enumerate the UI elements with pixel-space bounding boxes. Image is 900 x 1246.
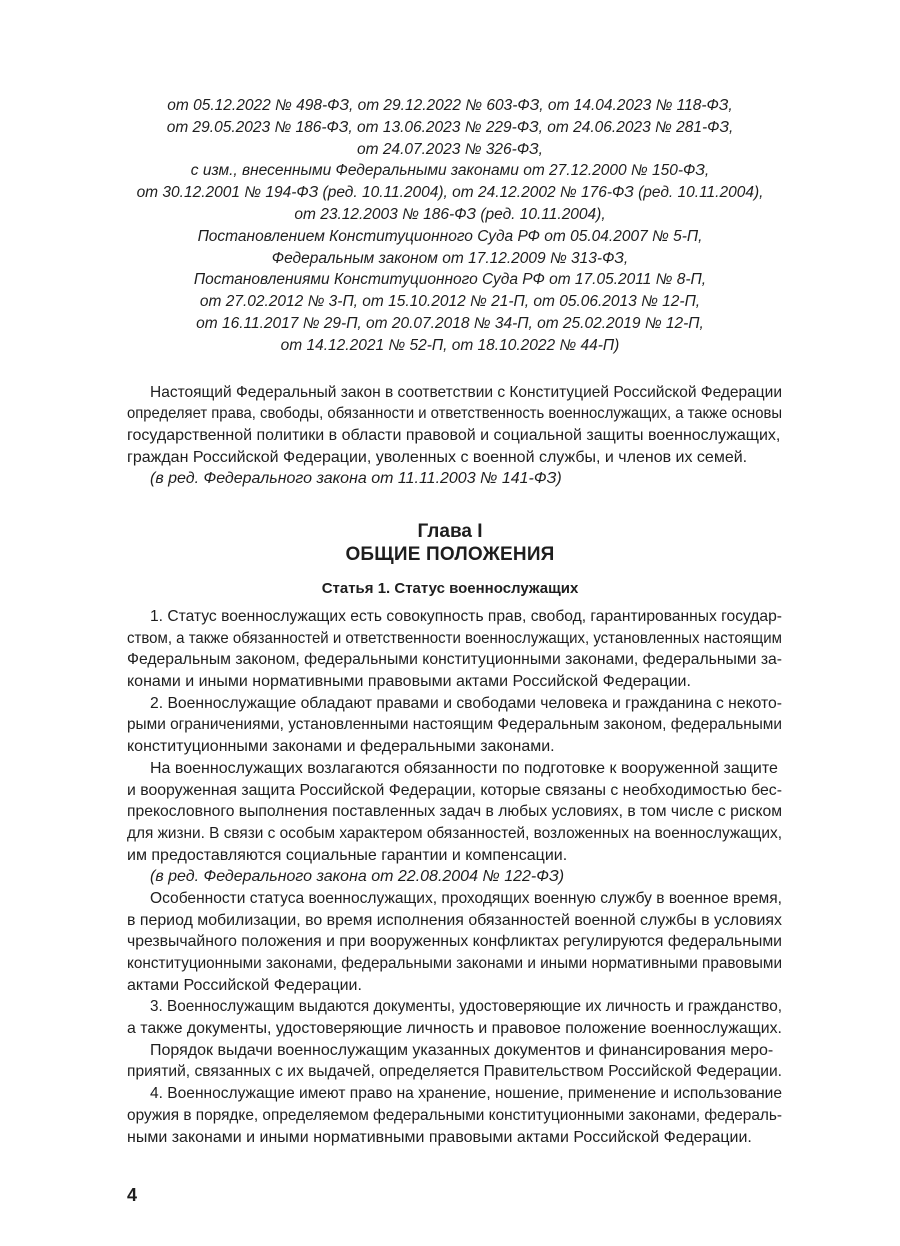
preamble-text: Настоящий Федеральный закон в соответствии с Конституцией Российской Федерации xyxy=(150,383,783,401)
preamble-line xyxy=(127,382,782,404)
paragraph-text: и вооруженная защита Российской Федерации, которые связаны с необходимостью бес- xyxy=(127,781,782,799)
chapter-title: ОБЩИЕ ПОЛОЖЕНИЯ xyxy=(345,544,555,565)
paragraph-line xyxy=(127,888,782,910)
paragraph-line xyxy=(127,1040,782,1062)
paragraph-line xyxy=(127,758,782,780)
paragraph-line xyxy=(127,823,782,845)
amendment-text: от 29.05.2023 № 186-ФЗ, от 13.06.2023 № 229-ФЗ, от 24.06.2023 № 281-ФЗ, xyxy=(166,118,734,136)
amendment-note-text: (в ред. Федерального закона от 11.11.2003 № 141-ФЗ) xyxy=(150,470,562,488)
paragraph-text: актами Российской Федерации. xyxy=(127,976,362,994)
paragraph-line xyxy=(127,953,782,975)
amendment-text: от 16.11.2017 № 29-П, от 20.07.2018 № 34-П, от 25.02.2019 № 12-П, xyxy=(196,314,704,332)
amendment-text: от 24.07.2023 № 326-ФЗ, xyxy=(357,140,543,158)
paragraph-text: приятий, связанных с их выдачей, определяется Правительством Российской Федерации. xyxy=(127,1063,782,1081)
paragraph-line xyxy=(127,693,782,715)
paragraph-line xyxy=(127,671,782,693)
amendment-line xyxy=(110,117,790,139)
paragraph-text: конами и иными нормативными правовыми актами Российской Федерации. xyxy=(127,673,691,691)
amendment-note-text: (в ред. Федерального закона от 22.08.2004 № 122-ФЗ) xyxy=(150,868,565,886)
paragraph-line xyxy=(127,931,782,953)
paragraph-line xyxy=(127,714,782,736)
paragraph-line xyxy=(127,1018,782,1040)
paragraph-text: им предоставляются социальные гарантии и компенсации. xyxy=(127,846,568,864)
amendment-text: от 14.12.2021 № 52-П, от 18.10.2022 № 44-П) xyxy=(280,336,620,354)
amendment-text: с изм., внесенными Федеральными законами от 27.12.2000 № 150-ФЗ, xyxy=(190,162,710,180)
amendment-text: от 27.02.2012 № 3-П, от 15.10.2012 № 21-П, от 05.06.2013 № 12-П, xyxy=(199,293,701,311)
page-number: 4 xyxy=(127,1185,138,1206)
paragraph-text: конституционными законами, федеральными законами и иными нормативными правовыми xyxy=(127,955,782,972)
paragraph-text: 2. Военнослужащие обладают правами и свободами человека и гражданина с некото- xyxy=(150,694,782,712)
paragraph-line xyxy=(127,1105,782,1127)
amendment-line xyxy=(110,313,790,335)
paragraph-text: в период мобилизации, во время исполнения обязанностей военной службы в условиях xyxy=(127,911,782,929)
amendment-note xyxy=(127,866,782,888)
amendment-line xyxy=(110,226,790,248)
paragraph-text: ством, а также обязанностей и ответственности военнослужащих, установленных настоящим xyxy=(127,629,782,647)
paragraph-text: чрезвычайного положения и при вооруженных конфликтах регулируются федеральными xyxy=(127,933,782,951)
paragraph-text: Особенности статуса военнослужащих, проходящих военную службу в военное время, xyxy=(150,889,782,907)
preamble-text: определяет права, свободы, обязанности и ответственность военнослужащих, а также основы xyxy=(127,405,783,423)
amendment-note xyxy=(127,468,782,490)
amendment-text: от 05.12.2022 № 498-ФЗ, от 29.12.2022 № 603-ФЗ, от 14.04.2023 № 118-ФЗ, xyxy=(167,97,733,114)
amendment-text: от 30.12.2001 № 194-ФЗ (ред. 10.11.2004), от 24.12.2002 № 176-ФЗ (ред. 10.11.2004), xyxy=(136,184,764,202)
paragraph-line xyxy=(127,975,782,997)
preamble-line xyxy=(127,425,782,447)
article-title: Статья 1. Статус военнослужащих xyxy=(321,580,579,597)
preamble-text: государственной политики в области правовой и социальной защиты военнослужащих, xyxy=(127,426,781,444)
paragraph-text: рыми ограничениями, установленными настоящим Федеральным законом, федеральными xyxy=(127,716,782,734)
paragraph-line xyxy=(127,910,782,932)
amendments-list xyxy=(110,95,790,357)
paragraph-text: прекословного выполнения поставленных задач в любых условиях, в том числе с риском xyxy=(127,803,783,821)
amendment-line xyxy=(110,291,790,313)
paragraph-text: а также документы, удостоверяющие личность и правовое положение военнослужащих. xyxy=(127,1020,782,1038)
paragraph-text: Порядок выдачи военнослужащим указанных документов и финансирования меро- xyxy=(150,1041,774,1059)
paragraph-line xyxy=(127,801,782,823)
preamble xyxy=(127,382,782,490)
preamble-line xyxy=(127,447,782,469)
paragraph-line xyxy=(127,736,782,758)
paragraph-line xyxy=(127,1127,782,1149)
paragraph-text: На военнослужащих возлагаются обязанности по подготовке к вооруженной защите xyxy=(150,759,778,777)
paragraph-text: ными законами и иными нормативными правовыми актами Российской Федерации. xyxy=(127,1128,752,1146)
paragraph-line xyxy=(127,1061,782,1083)
amendment-line xyxy=(110,160,790,182)
paragraph-line xyxy=(127,649,782,671)
amendment-line xyxy=(110,95,790,117)
amendment-line xyxy=(110,139,790,161)
chapter-number: Глава I xyxy=(417,521,483,542)
paragraph-line xyxy=(127,606,782,628)
amendment-text: Постановлением Конституционного Суда РФ от 05.04.2007 № 5-П, xyxy=(197,227,703,245)
amendment-line xyxy=(110,335,790,357)
amendment-text: Постановлениями Конституционного Суда РФ от 17.05.2011 № 8-П, xyxy=(193,271,707,289)
paragraph-line xyxy=(127,780,782,802)
paragraph-text: конституционными законами и федеральными законами. xyxy=(127,738,555,756)
amendment-line xyxy=(110,269,790,291)
amendment-text: от 23.12.2003 № 186-ФЗ (ред. 10.11.2004), xyxy=(294,205,606,223)
amendment-text: Федеральным законом от 17.12.2009 № 313-ФЗ, xyxy=(271,249,629,267)
paragraph-line xyxy=(127,996,782,1018)
paragraph-line xyxy=(127,628,782,650)
amendment-line xyxy=(110,204,790,226)
paragraph-text: 4. Военнослужащие имеют право на хранение, ношение, применение и использование xyxy=(150,1085,783,1103)
paragraph-text: оружия в порядке, определяемом федеральными конституционными законами, федераль- xyxy=(127,1106,783,1124)
paragraph-line xyxy=(127,845,782,867)
paragraph-line xyxy=(127,1083,782,1105)
amendment-line xyxy=(110,182,790,204)
preamble-text: граждан Российской Федерации, уволенных с военной службы, и членов их семей. xyxy=(127,448,748,466)
paragraph-text: 3. Военнослужащим выдаются документы, удостоверяющие их личность и гражданство, xyxy=(150,998,782,1016)
amendment-line xyxy=(110,248,790,270)
article-body xyxy=(127,606,782,1148)
paragraph-text: 1. Статус военнослужащих есть совокупность прав, свобод, гарантированных государ- xyxy=(150,608,782,625)
preamble-line xyxy=(127,403,782,425)
paragraph-text: для жизни. В связи с особым характером обязанностей, возложенных на военнослужащих, xyxy=(127,824,782,842)
paragraph-text: Федеральным законом, федеральными конституционными законами, федеральными за- xyxy=(127,651,783,669)
